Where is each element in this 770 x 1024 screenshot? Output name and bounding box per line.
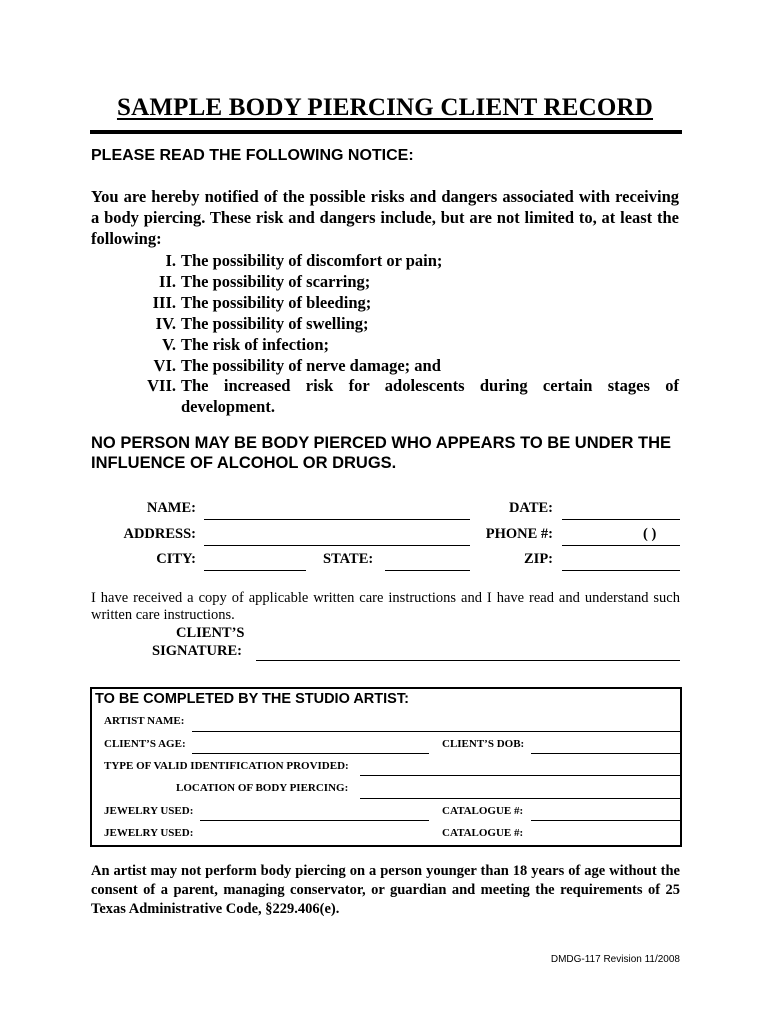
title-divider bbox=[90, 130, 682, 134]
id-type-label: TYPE OF VALID IDENTIFICATION PROVIDED: bbox=[104, 760, 349, 772]
risk-number: III. bbox=[152, 293, 176, 312]
city-field[interactable] bbox=[204, 570, 306, 571]
client-dob-label: CLIENT’S DOB: bbox=[442, 738, 525, 750]
risk-text: The possibility of swelling; bbox=[181, 314, 369, 333]
city-label: CITY: bbox=[156, 551, 196, 567]
name-field[interactable] bbox=[204, 519, 470, 520]
catalogue-number-label-2: CATALOGUE #: bbox=[442, 827, 524, 839]
risk-item bbox=[0, 355, 770, 376]
risk-text: The possibility of scarring; bbox=[181, 272, 371, 291]
risk-number: II. bbox=[159, 272, 176, 291]
zip-label: ZIP: bbox=[524, 551, 553, 567]
risk-item bbox=[0, 313, 770, 334]
name-label: NAME: bbox=[146, 500, 196, 516]
client-dob-field[interactable] bbox=[531, 753, 680, 754]
jewelry-used-label: JEWELRY USED: bbox=[104, 805, 194, 817]
catalogue-number-field[interactable] bbox=[531, 820, 680, 821]
state-label: STATE: bbox=[323, 551, 374, 567]
risk-item bbox=[0, 334, 770, 355]
signature-label-line2: SIGNATURE: bbox=[152, 643, 242, 659]
state-field[interactable] bbox=[385, 570, 470, 571]
id-type-field[interactable] bbox=[360, 775, 680, 776]
notice-intro: You are hereby notified of the possible risks and dangers associated with receiving a body piercing. These risk and dangers include, but are not limited to, at least the following: bbox=[91, 187, 679, 248]
jewelry-used-field[interactable] bbox=[200, 820, 429, 821]
date-field[interactable] bbox=[562, 519, 680, 520]
studio-section-heading: TO BE COMPLETED BY THE STUDIO ARTIST: bbox=[95, 691, 409, 707]
phone-area-code-parens: ( ) bbox=[643, 526, 657, 542]
risk-item bbox=[0, 271, 770, 292]
phone-field[interactable] bbox=[562, 545, 680, 546]
form-revision: DMDG-117 Revision 11/2008 bbox=[550, 954, 680, 965]
client-signature-field[interactable] bbox=[256, 660, 680, 661]
risk-number: V. bbox=[162, 335, 176, 354]
risk-item bbox=[0, 375, 770, 396]
address-field[interactable] bbox=[204, 545, 470, 546]
risk-text-continuation: development. bbox=[181, 397, 275, 416]
artist-name-field[interactable] bbox=[192, 731, 680, 732]
risk-number: VII. bbox=[147, 376, 176, 395]
date-label: DATE: bbox=[508, 500, 553, 516]
influence-warning: NO PERSON MAY BE BODY PIERCED WHO APPEARS TO BE UNDER THE INFLUENCE OF ALCOHOL OR DRUGS. bbox=[91, 434, 672, 472]
address-label: ADDRESS: bbox=[123, 526, 196, 542]
risk-text: The possibility of bleeding; bbox=[181, 293, 372, 312]
client-age-field[interactable] bbox=[192, 753, 429, 754]
client-age-label: CLIENT’S AGE: bbox=[104, 738, 186, 750]
phone-label: PHONE #: bbox=[485, 526, 553, 542]
artist-name-label: ARTIST NAME: bbox=[104, 715, 185, 727]
document-title: SAMPLE BODY PIERCING CLIENT RECORD bbox=[116, 94, 654, 121]
notice-heading: PLEASE READ THE FOLLOWING NOTICE: bbox=[91, 147, 414, 164]
catalogue-number-label: CATALOGUE #: bbox=[442, 805, 524, 817]
risk-text: The possibility of nerve damage; and bbox=[181, 356, 441, 375]
risk-number: I. bbox=[165, 251, 176, 270]
piercing-location-label: LOCATION OF BODY PIERCING: bbox=[176, 782, 349, 794]
piercing-location-field[interactable] bbox=[360, 798, 680, 799]
zip-field[interactable] bbox=[562, 570, 680, 571]
risk-number: VI. bbox=[153, 356, 176, 375]
risk-number: IV. bbox=[155, 314, 176, 333]
risk-text: The risk of infection; bbox=[181, 335, 330, 354]
risk-item bbox=[0, 250, 770, 271]
signature-label-line1: CLIENT’S bbox=[176, 625, 245, 641]
care-instructions-acknowledgement: I have received a copy of applicable written care instructions and I have read and understand such written care instructions. bbox=[91, 590, 680, 623]
jewelry-used-label-2: JEWELRY USED: bbox=[104, 827, 194, 839]
risk-text: The possibility of discomfort or pain; bbox=[181, 251, 443, 270]
minor-consent-notice: An artist may not perform body piercing on a person younger than 18 years of age without the consent of a parent, managing conservator, or guardian and meeting the requirements of 25 Texas Administrative Code, §229.406(e). bbox=[91, 863, 680, 917]
risk-item bbox=[0, 292, 770, 313]
risk-text: The increased risk for adolescents during certain stages of bbox=[181, 376, 679, 395]
